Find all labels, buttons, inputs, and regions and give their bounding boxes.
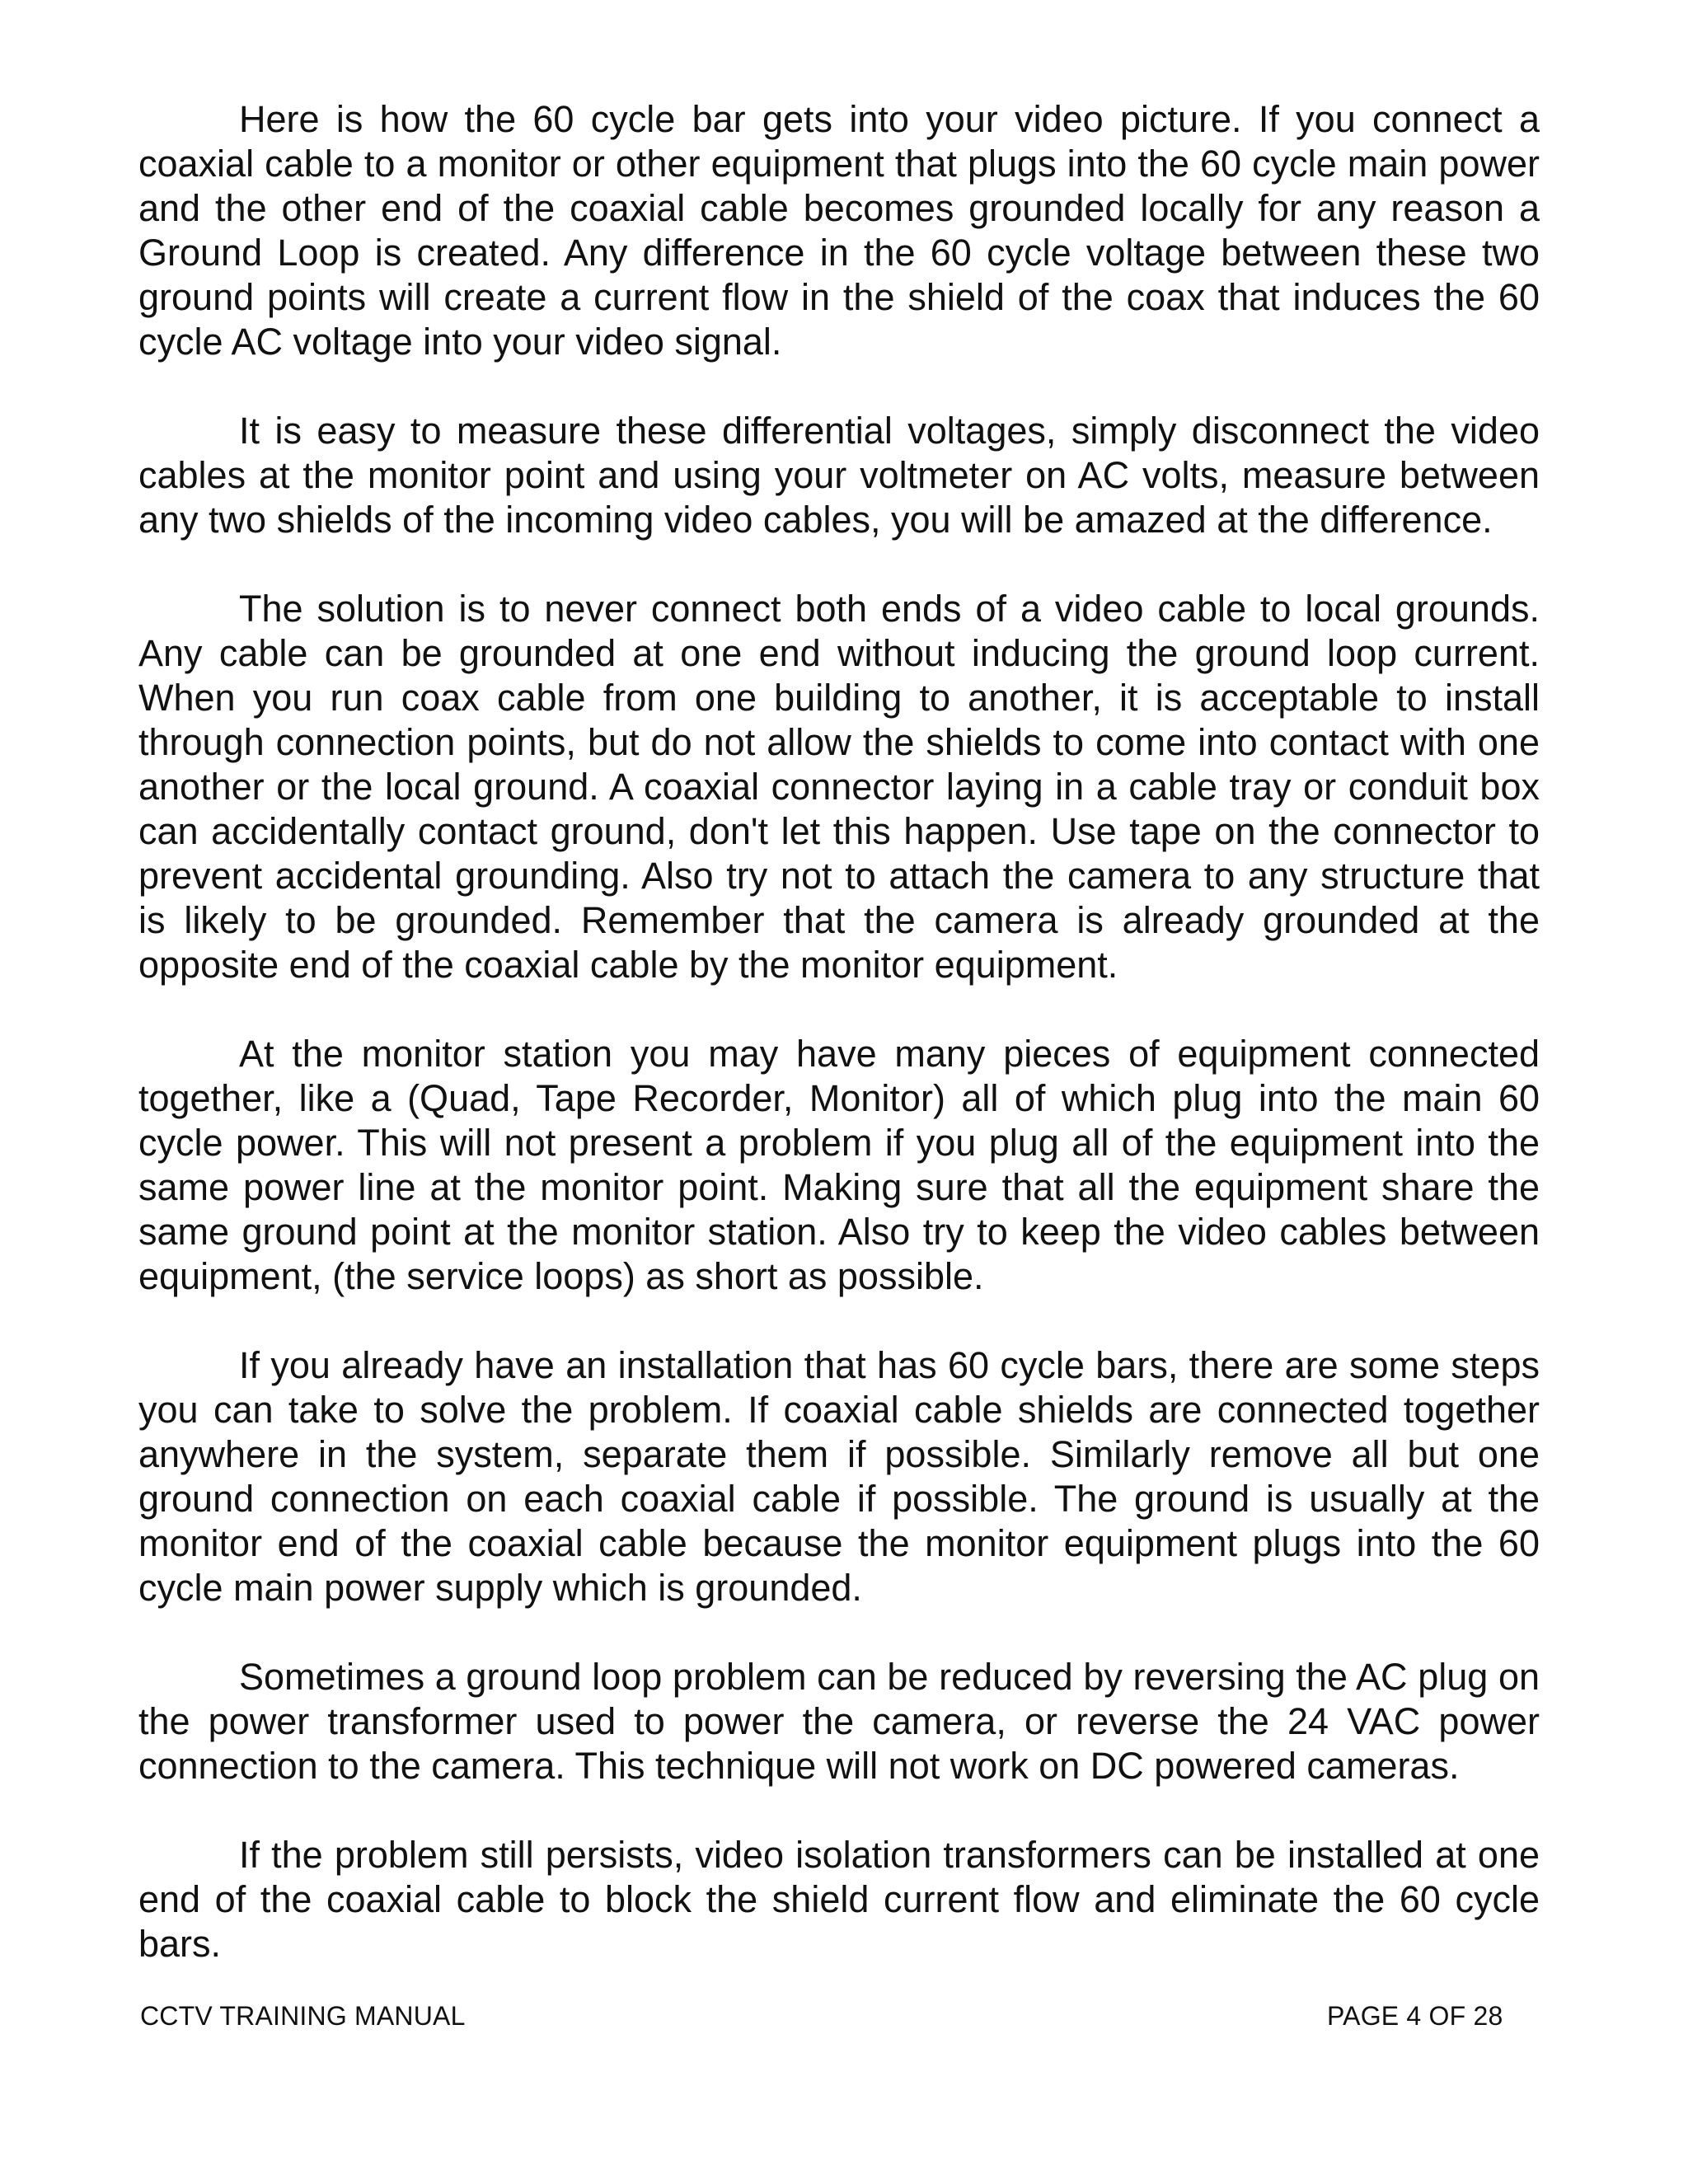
paragraph-measure-voltages: It is easy to measure these differential voltages, simply disconnect the video cables at the monitor point and using your voltmeter on AC volts, measure between any two shields of the incoming video cables, you will be amazed at the difference. xyxy=(138,410,1540,541)
paragraph-reverse-ac-plug: Sometimes a ground loop problem can be reduced by reversing the AC plug on the power transformer used to power the camera, or reverse the 24 VAC power connection to the camera. This technique will not work on DC powered cameras. xyxy=(138,1656,1540,1787)
footer-page-number: PAGE 4 OF 28 xyxy=(1327,2001,1503,2031)
document-body xyxy=(138,97,1540,2011)
footer-manual-title: CCTV TRAINING MANUAL xyxy=(140,2001,466,2031)
paragraph-isolation-transformers: If the problem still persists, video isolation transformers can be installed at one end of the coaxial cable to block the shield current flow and eliminate the 60 cycle bars. xyxy=(138,1834,1540,1965)
paragraph-existing-installation: If you already have an installation that has 60 cycle bars, there are some steps you can take to solve the problem. If coaxial cable shields are connected together anywhere in the system, separate them if possible. Similarly remove all but one ground connection on each coaxial cable if possible. The ground is usually at the monitor end of the coaxial cable because the monitor equipment plugs into the 60 cycle main power supply which is grounded. xyxy=(138,1344,1540,1609)
paragraph-monitor-station: At the monitor station you may have many pieces of equipment connected together, like a (Quad, Tape Recorder, Monitor) all of which plug into the main 60 cycle power. This will not present a problem if you plug all of the equipment into the same power line at the monitor point. Making sure that all the equipment share the same ground point at the monitor station. Also try to keep the video cables between equipment, (the service loops) as short as possible. xyxy=(138,1033,1540,1297)
paragraph-ground-loop-intro: Here is how the 60 cycle bar gets into your video picture. If you connect a coaxial cable to a monitor or other equipment that plugs into the 60 cycle main power and the other end of the coaxial cable becomes grounded locally for any reason a Ground Loop is created. Any difference in the 60 cycle voltage between these two ground points will create a current flow in the shield of the coax that induces the 60 cycle AC voltage into your video signal. xyxy=(138,98,1540,363)
paragraph-solution: The solution is to never connect both ends of a video cable to local grounds. Any cable can be grounded at one end without inducing the ground loop current. When you run coax cable from one building to another, it is acceptable to install through connection points, but do not allow the shields to come into contact with one another or the local ground. A coaxial connector laying in a cable tray or conduit box can accidentally contact ground, don't let this happen. Use tape on the connector to prevent accidental grounding. Also try not to attach the camera to any structure that is likely to be grounded. Remember that the camera is already grounded at the opposite end of the coaxial cable by the monitor equipment. xyxy=(138,588,1540,986)
